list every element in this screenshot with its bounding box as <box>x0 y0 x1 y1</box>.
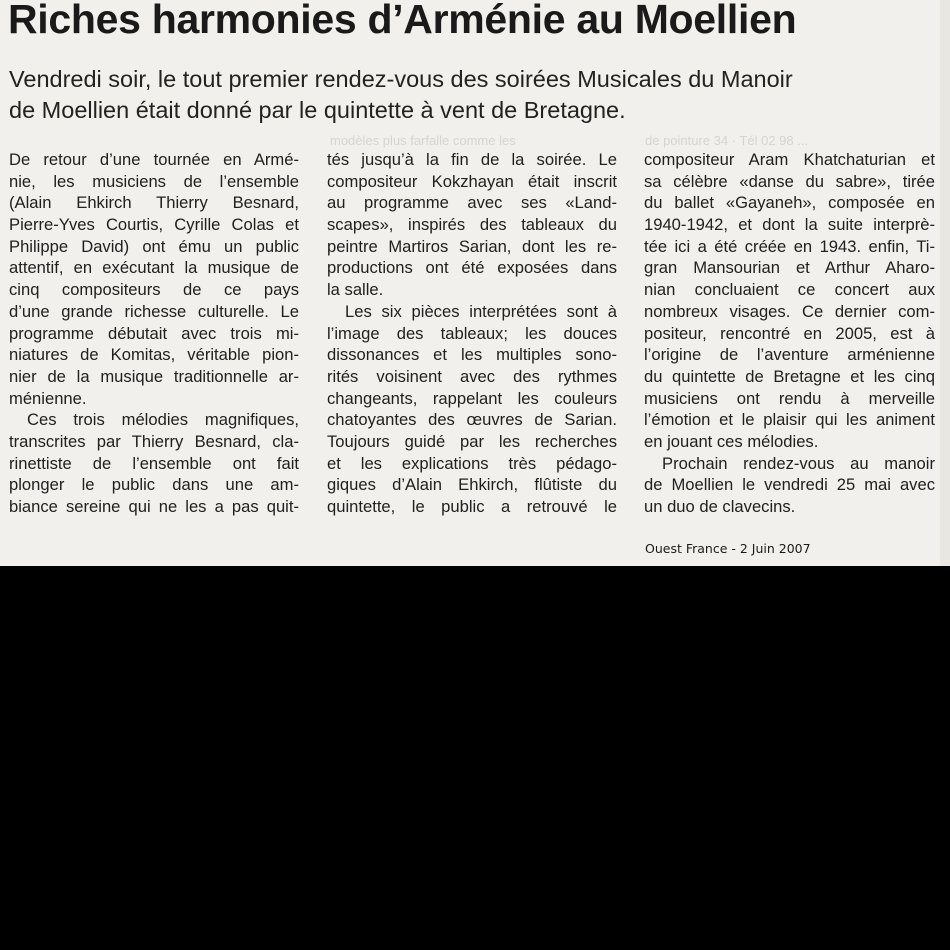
text-line: compositeur Kokzhayan était inscrit <box>327 171 617 191</box>
text-line: l’origine de l’aventure arménienne <box>644 345 935 365</box>
lede-line: Vendredi soir, le tout premier rendez-vous des soirées Musicales du Manoir <box>9 66 793 92</box>
text-line: (Alain Ehkirch Thierry Besnard, <box>9 193 299 213</box>
text-line: musiciens ont rendu à merveille <box>644 388 935 408</box>
text-line: rinettiste de l’ensemble ont fait <box>9 453 299 473</box>
text-line: compositeur Aram Khatchaturian et <box>644 150 935 169</box>
source-credit: Ouest France - 2 Juin 2007 <box>645 541 811 556</box>
text-line: en jouant ces mélodies. <box>644 431 819 451</box>
text-line: Ces trois mélodies magnifiques, <box>27 410 299 430</box>
bleed-through-text: modèles plus farfalle comme les <box>330 133 516 148</box>
text-line: nie, les musiciens de l’ensemble <box>9 171 299 191</box>
text-line: attentif, en exécutant la musique de <box>9 258 299 278</box>
text-line: giques d’Alain Ehkirch, flûtiste du <box>327 475 617 495</box>
text-line: cinq compositeurs de ce pays <box>9 280 299 300</box>
text-line: du quintette de Bretagne et les cinq <box>644 366 935 386</box>
text-line: l’émotion et le plaisir qui les animent <box>644 410 935 430</box>
text-line: Prochain rendez-vous au manoir <box>662 453 935 473</box>
text-line: programme débutait avec trois mi- <box>9 323 299 343</box>
text-line: dissonances et les multiples sono- <box>327 345 617 365</box>
text-line: un duo de clavecins. <box>644 497 796 516</box>
text-line: nian concluaient ce concert aux <box>644 280 935 300</box>
text-line: changeants, rappelant les couleurs <box>327 388 617 408</box>
text-line: rités voisinent avec des rythmes <box>327 366 617 386</box>
text-line: Philippe David) ont ému un public <box>9 236 299 256</box>
text-line: ménienne. <box>9 388 87 408</box>
text-line: nombreux visages. Ce dernier com- <box>644 301 935 321</box>
text-line: du ballet «Gayaneh», composée en <box>644 193 935 213</box>
text-line: transcrites par Thierry Besnard, cla- <box>9 431 299 451</box>
text-line: biance sereine qui ne les a pas quit- <box>9 497 299 516</box>
text-line: la salle. <box>327 280 384 300</box>
text-line: De retour d’une tournée en Armé- <box>9 150 299 169</box>
text-line: de Moellien le vendredi 25 mai avec <box>644 475 935 495</box>
text-line: gran Mansourian et Arthur Aharo- <box>644 258 935 278</box>
text-line: Toujours guidé par les recherches <box>327 431 617 451</box>
text-line: tée ici a été créée en 1943. enfin, Ti- <box>644 236 935 256</box>
text-line: au programme avec ses «Land- <box>327 193 617 213</box>
text-line: productions ont été exposées dans <box>327 258 617 278</box>
text-line: positeur, rencontré en 2005, est à <box>644 323 935 343</box>
article-lede <box>9 64 934 126</box>
text-line: d’une grande richesse culturelle. Le <box>9 301 299 321</box>
text-line: tés jusqu’à la fin de la soirée. Le <box>327 150 617 169</box>
text-line: plonger le public dans une am- <box>9 475 299 495</box>
text-line: et les explications très pédago- <box>327 453 617 473</box>
text-line: scapes», inspirés des tableaux du <box>327 215 617 235</box>
text-line: sa célèbre «danse du sabre», tirée <box>644 171 935 191</box>
text-line: quintette, le public a retrouvé le <box>327 497 617 516</box>
text-line: 1940-1942, et dont la suite interprè- <box>644 215 935 235</box>
text-line: nier de la musique traditionnelle ar- <box>9 366 299 386</box>
text-line: Les six pièces interprétées sont à <box>345 301 617 321</box>
text-line: Pierre-Yves Courtis, Cyrille Colas et <box>9 215 299 235</box>
text-line: peintre Martiros Sarian, dont les re- <box>327 236 617 256</box>
text-line: niatures de Komitas, véritable pion- <box>9 345 299 365</box>
text-line: l’image des tableaux; les douces <box>327 323 617 343</box>
bleed-through-text: de pointure 34 · Tél 02 98 ... <box>645 133 809 148</box>
lede-line: de Moellien était donné par le quintette à vent de Bretagne. <box>9 97 626 123</box>
text-line: chatoyantes des œuvres de Sarian. <box>327 410 617 430</box>
article-column-3 <box>644 149 935 518</box>
article-column-1 <box>9 149 299 518</box>
article-headline: Riches harmonies d’Arménie au Moellien <box>8 0 797 42</box>
paper-edge <box>940 0 950 566</box>
article-column-2 <box>327 149 617 518</box>
